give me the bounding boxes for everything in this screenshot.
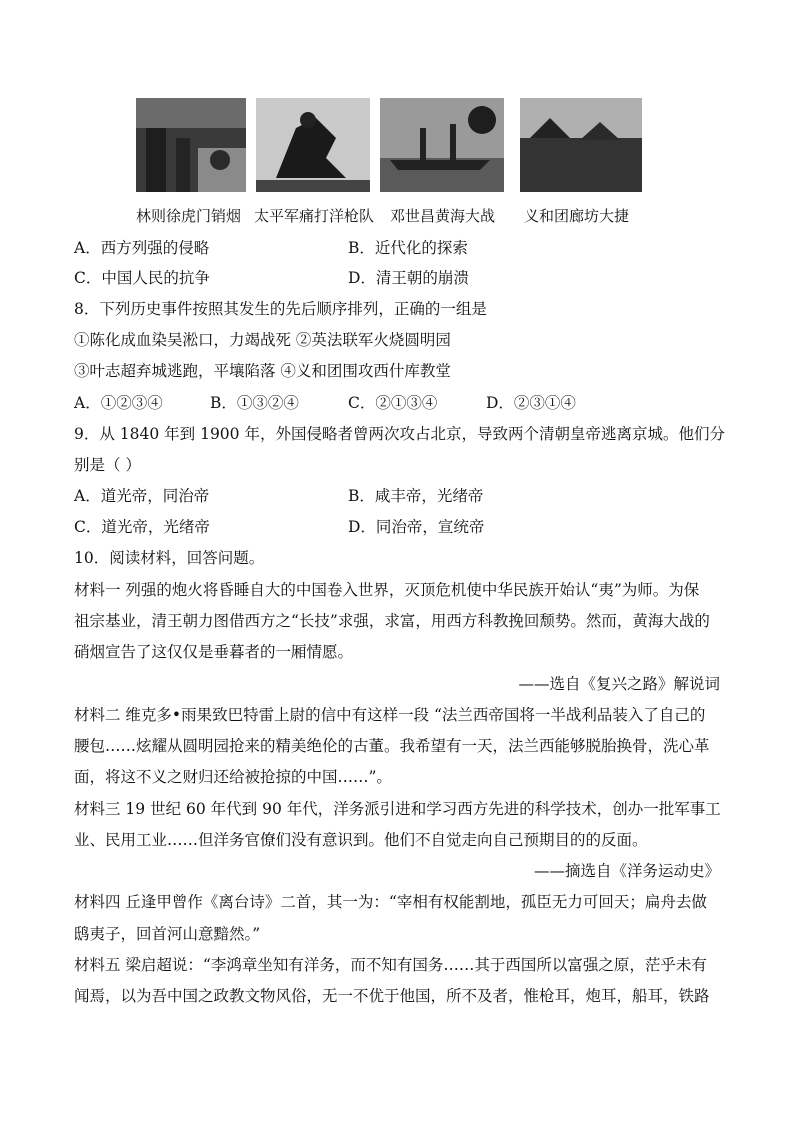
material-2-line-3: 面，将这不义之财归还给被抢掠的中国……”。 (74, 768, 392, 786)
q8-stem: 8．下列历史事件按照其发生的先后顺序排列，正确的一组是 (74, 300, 487, 318)
material-1-line-2: 祖宗基业，清王朝力图借西方之“长技”求强，求富，用西方科教挽回颓势。然而，黄海大战的 (74, 612, 710, 630)
q9-option-b: B．咸丰帝，光绪帝 (348, 487, 484, 505)
material-3-line-2: 业、民用工业……但洋务官僚们没有意识到。他们不自觉走向自己预期目的的反面。 (74, 831, 648, 849)
q9-option-a: A．道光帝，同治帝 (74, 487, 210, 505)
caption-3: 邓世昌黄海大战 (390, 207, 496, 225)
q8-option-c: C．②①③④ (348, 394, 438, 412)
material-3-line-1: 材料三 19 世纪 60 年代到 90 年代，洋务派引进和学习西方先进的科学技术，创办一批军事工 (74, 800, 721, 818)
caption-1: 林则徐虎门销烟 (136, 207, 242, 225)
material-5-line-1: 材料五 梁启超说：“李鸿章坐知有洋务，而不知有国务……其于西国所以富强之原，茫乎未有 (74, 956, 707, 974)
photo-langfang-victory (520, 98, 642, 192)
material-1-source: ——选自《复兴之路》解说词 (518, 675, 720, 693)
material-5-line-2: 闻焉，以为吾中国之政教文物风俗，无一不优于他国，所不及者，惟枪耳，炮耳，船耳，铁路 (74, 987, 710, 1005)
q7-option-a: A．西方列强的侵略 (74, 239, 210, 257)
material-4-line-1: 材料四 丘逢甲曾作《离台诗》二首，其一为：“宰相有权能割地，孤臣无力可回天；扁舟去做 (74, 893, 707, 911)
q8-events-2: ③叶志超弃城逃跑，平壤陷落 ④义和团围攻西什库教堂 (74, 362, 451, 380)
q10-stem: 10．阅读材料，回答问题。 (74, 549, 265, 567)
photo-taiping-army (256, 98, 370, 192)
q9-stem-1: 9．从 1840 年到 1900 年，外国侵略者曾两次攻占北京，导致两个清朝皇帝逃离京城。他们分 (74, 425, 725, 443)
material-1-line-3: 硝烟宣告了这仅仅是垂暮者的一厢情愿。 (74, 643, 354, 661)
caption-4: 义和团廊坊大捷 (524, 207, 630, 225)
photo-captions (0, 205, 794, 227)
material-3-source: ——摘选自《洋务运动史》 (533, 862, 720, 880)
q8-option-d: D．②③①④ (486, 394, 576, 412)
material-4-line-2: 鸱夷子，回首河山意黯然。” (74, 925, 261, 943)
q8-option-a: A．①②③④ (74, 394, 163, 412)
q9-stem-2: 别是（ ） (74, 456, 141, 474)
q9-option-d: D．同治帝，宣统帝 (348, 518, 485, 536)
q7-option-d: D．清王朝的崩溃 (348, 269, 469, 287)
photo-humen-opium-burning (136, 98, 246, 192)
photo-strip (136, 98, 642, 194)
material-2-line-1: 材料二 维克多•雨果致巴特雷上尉的信中有这样一段 “法兰西帝国将一半战利品装入了自己的 (74, 706, 706, 724)
q8-option-b: B．①③②④ (210, 394, 299, 412)
photo-deng-shichang-battle (380, 98, 504, 192)
q8-events-1: ①陈化成血染吴淞口，力竭战死 ②英法联军火烧圆明园 (74, 331, 451, 349)
caption-2: 太平军痛打洋枪队 (254, 207, 375, 225)
q7-option-b: B．近代化的探索 (348, 239, 468, 257)
q9-option-c: C．道光帝，光绪帝 (74, 518, 210, 536)
q7-option-c: C．中国人民的抗争 (74, 269, 210, 287)
material-1-line-1: 材料一 列强的炮火将昏睡自大的中国卷入世界，灭顶危机使中华民族开始认“夷”为师。为保 (74, 581, 700, 599)
material-2-line-2: 腰包……炫耀从圆明园抢来的精美绝伦的古董。我希望有一天，法兰西能够脱胎换骨，洗心革 (74, 737, 710, 755)
